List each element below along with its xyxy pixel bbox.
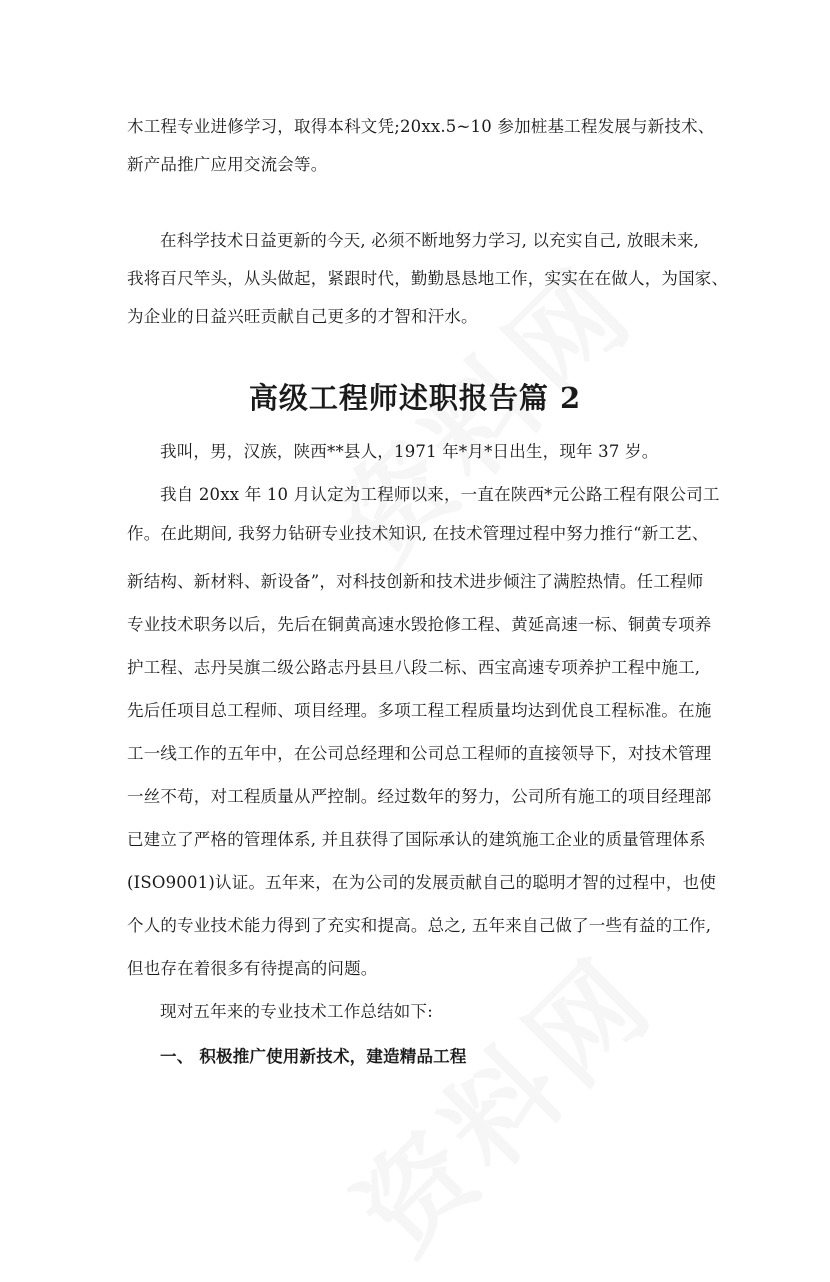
paragraph-line: 我将百尺竿头，从头做起，紧跟时代，勤勤恳恳地工作，实实在在做人，为国家、 (127, 269, 729, 288)
paragraph-line: 为企业的日益兴旺贡献自己更多的才智和汗水。 (127, 307, 478, 326)
paragraph-line: 作。在此期间, 我努力钻研专业技术知识, 在技术管理过程中努力推行“新工艺、 (127, 524, 709, 543)
paragraph-line: 工一线工作的五年中，在公司总经理和公司总工程师的直接领导下，对技术管理 (127, 744, 712, 763)
paragraph-line: 我自 20xx 年 10 月认定为工程师以来，一直在陕西*元公路工程有限公司工 (160, 485, 720, 504)
paragraph-line: 一丝不苟，对工程质量从严控制。经过数年的努力，公司所有施工的项目经理部 (127, 787, 712, 806)
paragraph-line: 先后任项目总工程师、项目经理。多项工程工程质量均达到优良工程标准。在施 (127, 701, 712, 720)
paragraph-line: 个人的专业技术能力得到了充实和提高。总之, 五年来自己做了一些有益的工作, (127, 916, 712, 935)
paragraph-line: (ISO9001)认证。五年来，在为公司的发展贡献自己的聪明才智的过程中，也使 (127, 873, 717, 892)
paragraph-line: 现对五年来的专业技术工作总结如下: (160, 1002, 433, 1021)
paragraph-line: 护工程、志丹吴旗二级公路志丹县旦八段二标、西宝高速专项养护工程中施工, (127, 658, 701, 677)
paragraph-line: 我叫，男，汉族，陕西**县人，1971 年*月*日出生，现年 37 岁。 (160, 442, 659, 461)
subsection-heading: 一、 积极推广使用新技术，建造精品工程 (160, 1047, 467, 1066)
paragraph-line: 专业技术职务以后，先后在铜黄高速水毁抢修工程、黄延高速一标、铜黄专项养 (127, 615, 712, 634)
paragraph-line: 新结构、新材料、新设备”，对科技创新和技术进步倾注了满腔热情。任工程师 (127, 572, 704, 591)
paragraph-line: 已建立了严格的管理体系, 并且获得了国际承认的建筑施工企业的质量管理体系 (127, 830, 706, 849)
paragraph-line: 但也存在着很多有待提高的问题。 (127, 959, 378, 978)
paragraph-line: 木工程专业进修学习，取得本科文凭;20xx.5~10 参加桩基工程发展与新技术、 (127, 117, 715, 136)
paragraph-line: 在科学技术日益更新的今天, 必须不断地努力学习, 以充实自己, 放眼未来, (160, 231, 700, 250)
paragraph-line: 新产品推广应用交流会等。 (127, 155, 328, 174)
section-title: 高级工程师述职报告篇 2 (248, 381, 582, 415)
